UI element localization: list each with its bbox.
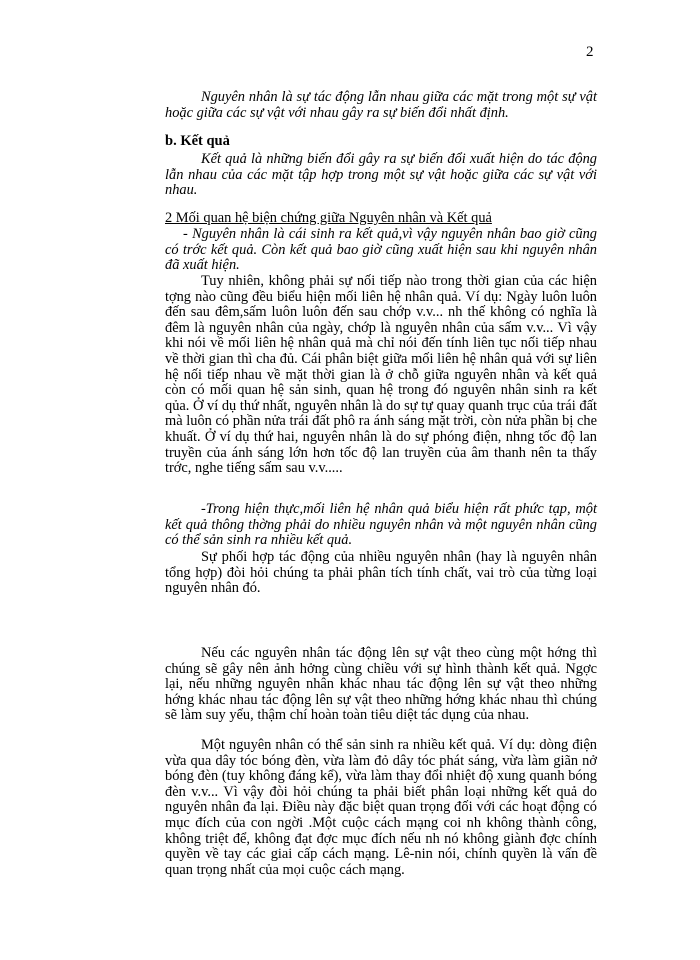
page-number: 2 <box>586 44 594 60</box>
section-b-paragraph: Kết quả là những biến đổi gây ra sự biến đổi xuất hiện do tác động lẫn nhau của các mặt tập hợp trong một sự vật hoặc giữa các sự vật với nhau. <box>165 151 597 199</box>
paragraph-complex-causality: -Trong hiện thực,mối liên hệ nhân quả biểu hiện rất phức tạp, một kết quả thông thờng phải do nhiều nguyên nhân và một nguyên nhân cũng có thể sản sinh ra nhiều kết quả. <box>165 501 597 549</box>
paragraph-cause-precedes-effect: - Nguyên nhân là cái sinh ra kết quả,vì vậy nguyên nhân bao giờ cũng có trớc kết quả. Còn kết quả bao giờ cũng xuất hiện sau khi nguyên nhân đã xuất hiện. <box>165 226 597 274</box>
paragraph-combined-causes: Sự phối hợp tác động của nhiều nguyên nhân (hay là nguyên nhân tổng hợp) đòi hỏi chúng ta phải phân tích tính chất, vai trò của từng loại nguyên nhân đó. <box>165 549 597 597</box>
section-2-heading: 2 Mối quan hệ biện chứng giữa Nguyên nhân và Kết quả <box>165 210 492 226</box>
paragraph-temporal-sequence: Tuy nhiên, không phải sự nối tiếp nào trong thời gian của các hiện tợng nào cũng đều biểu hiện mối liên hệ nhân quả. Ví dụ: Ngày luôn luôn đến sau đêm,sấm luôn luôn đến sau chớp v.v... nh thế không có nghĩa là đêm là nguyên nhân của ngày, chớp là nguyên nhân của sấm v.v... Vì vậy khi nói về mối liên hệ nhân quả mà chỉ nói đến tính liên tục nối tiếp nhau về thời gian thì cha đủ. Cái phân biệt giữa mối liên hệ nhân quả với sự liên hệ nối tiếp nhau về mặt thời gian là ở chỗ giữa nguyên nhân và kết quả còn có mối quan hệ sản sinh, quan hệ trong đó nguyên nhân sinh ra kết qủa. Ở ví dụ thứ nhất, nguyên nhân là do sự tự quay quanh trục của trái đất mà luôn có phần nửa trái đất phô ra ánh sáng mặt trời, còn nửa phần bị che khuất. Ở ví dụ thứ hai, nguyên nhân là do sự phóng điện, nhng tốc độ lan truyền của ánh sáng lớn hơn tốc độ lan truyền của âm thanh nên ta thấy trớc, nghe tiếng sấm sau v.v..... <box>165 273 597 477</box>
paragraph-same-direction: Nếu các nguyên nhân tác động lên sự vật theo cùng một hớng thì chúng sẽ gây nên ảnh hởng cùng chiều với sự hình thành kết quả. Ngợc lại, nếu những nguyên nhân khác nhau tác động lên sự vật theo những hớng khác nhau tác động lên sự vật theo những hớng khác nhau thì chúng sẽ làm suy yếu, thậm chí hoàn toàn tiêu diệt tác dụng của nhau. <box>165 645 597 724</box>
paragraph-one-cause-many-effects: Một nguyên nhân có thể sản sinh ra nhiều kết quả. Ví dụ: dòng điện vừa qua dây tóc bóng đèn, vừa làm đỏ dây tóc phát sáng, vừa làm giãn nở bóng đèn (tuy không đáng kể), vừa làm thay đổi nhiệt độ xung quanh bóng đèn v.v... Vì vậy đòi hỏi chúng ta phải biết phân loại những kết quả do nguyên nhân đa lại. Điều này đặc biệt quan trọng đối với các hoạt động có mục đích của con ngời .Một cuộc cách mạng coi nh không thành công, không triệt để, không đạt đợc mục đích nếu nh nó không giành đợc chính quyền về tay các giai cấp cách mạng. Lê-nin nói, chính quyền là vấn đề quan trọng nhất của mọi cuộc cách mạng. <box>165 737 597 878</box>
section-b-heading: b. Kết quả <box>165 133 230 149</box>
intro-paragraph: Nguyên nhân là sự tác động lẫn nhau giữa các mặt trong một sự vật hoặc giữa các sự vật với nhau gây ra sự biến đổi nhất định. <box>165 89 597 121</box>
